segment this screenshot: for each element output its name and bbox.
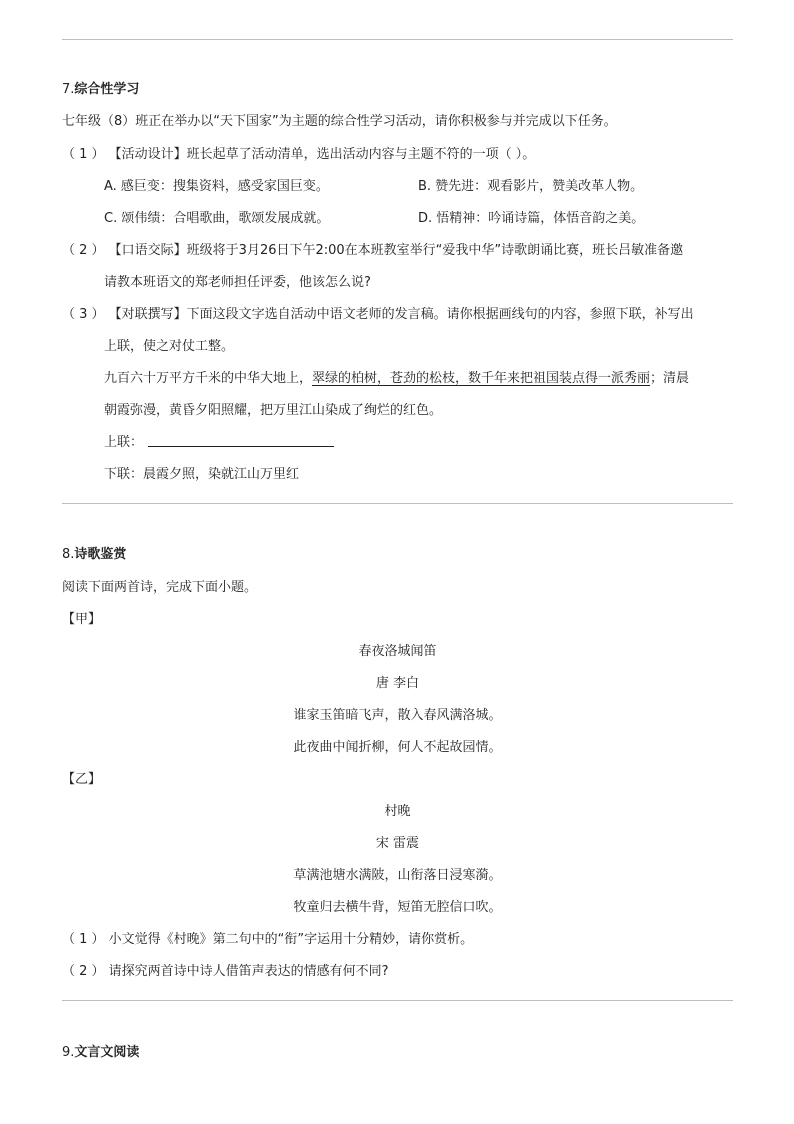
q7-sub3-line1: （ 3 ） 【对联撰写】下面这段文字选自活动中语文老师的发言稿。请你根据画线句的内容，参照下联，补写出 (62, 307, 694, 322)
q8-sub2: （ 2 ） 请探究两首诗中诗人借笛声表达的情感有何不同? (62, 964, 389, 979)
divider-q7-q8 (62, 503, 733, 504)
poem1-tag: 【甲】 (62, 612, 102, 627)
q7-option-a: A. 感巨变：搜集资料，感受家国巨变。 (104, 179, 329, 194)
poem1-line1: 谁家玉笛暗飞声，散入春风满洛城。 (293, 708, 502, 723)
poem1-title: 春夜洛城闻笛 (358, 644, 437, 659)
q7-passage-line1 (104, 370, 689, 388)
passage-underlined-sentence: 翠绿的柏树，苍劲的松枝，数千年来把祖国装点得一派秀丽 (312, 371, 651, 386)
passage-pre: 九百六十万平方千米的中华大地上， (104, 371, 313, 386)
poem1-line2: 此夜曲中闻折柳，何人不起故园情。 (293, 740, 502, 755)
q7-title: 综合性学习 (74, 82, 140, 97)
top-divider (62, 39, 733, 40)
q8-heading (62, 546, 126, 564)
q8-title: 诗歌鉴赏 (74, 547, 127, 562)
q7-sub2-line2: 请教本班语文的郑老师担任评委，他该怎么说? (104, 275, 371, 290)
q9-title: 文言文阅读 (74, 1045, 140, 1060)
q7-sub2-line1: （ 2 ） 【口语交际】班级将于3月26日下午2:00在本班教室举行“爱我中华”诗歌朗诵比赛，班长吕敏准备邀 (62, 243, 684, 258)
poem2-title: 村晚 (384, 804, 411, 819)
upper-couplet-answer-blank[interactable] (148, 446, 334, 447)
poem2-line1: 草满池塘水满陂，山衔落日浸寒漪。 (293, 868, 502, 883)
passage-post: ；清晨 (650, 371, 690, 386)
poem2-tag: 【乙】 (62, 772, 102, 787)
q7-lower-couplet: 下联：晨霞夕照，染就江山万里红 (104, 467, 300, 482)
q7-passage-line2: 朝霞弥漫，黄昏夕阳照耀，把万里江山染成了绚烂的红色。 (104, 403, 443, 418)
q8-sub1: （ 1 ） 小文觉得《村晚》第二句中的“衔”字运用十分精妙，请你赏析。 (62, 932, 474, 947)
poem2-author: 宋 雷震 (375, 836, 420, 851)
q8-number: 8. (62, 547, 75, 562)
poem2-line2: 牧童归去横牛背，短笛无腔信口吹。 (293, 900, 502, 915)
q7-intro: 七年级（8）班正在举办以“天下国家”为主题的综合性学习活动，请你积极参与并完成以下任务。 (62, 114, 617, 129)
poem1-author: 唐 李白 (375, 676, 420, 691)
q7-upper-couplet-label: 上联： (104, 435, 144, 450)
q9-heading (62, 1044, 139, 1062)
q9-number: 9. (62, 1045, 75, 1060)
q7-sub3-line2: 上联，使之对仗工整。 (104, 339, 235, 354)
q7-heading (62, 81, 139, 99)
q7-number: 7. (62, 82, 75, 97)
q8-intro: 阅读下面两首诗，完成下面小题。 (62, 580, 258, 595)
q7-sub1: （ 1 ） 【活动设计】班长起草了活动清单，选出活动内容与主题不符的一项（ ）。 (62, 147, 536, 162)
divider-q8-q9 (62, 1000, 733, 1001)
q7-option-c: C. 颂伟绩：合唱歌曲，歌颂发展成就。 (104, 211, 330, 226)
q7-option-b: B. 赞先进：观看影片，赞美改革人物。 (418, 179, 644, 194)
q7-option-d: D. 悟精神：吟诵诗篇，体悟音韵之美。 (418, 211, 645, 226)
